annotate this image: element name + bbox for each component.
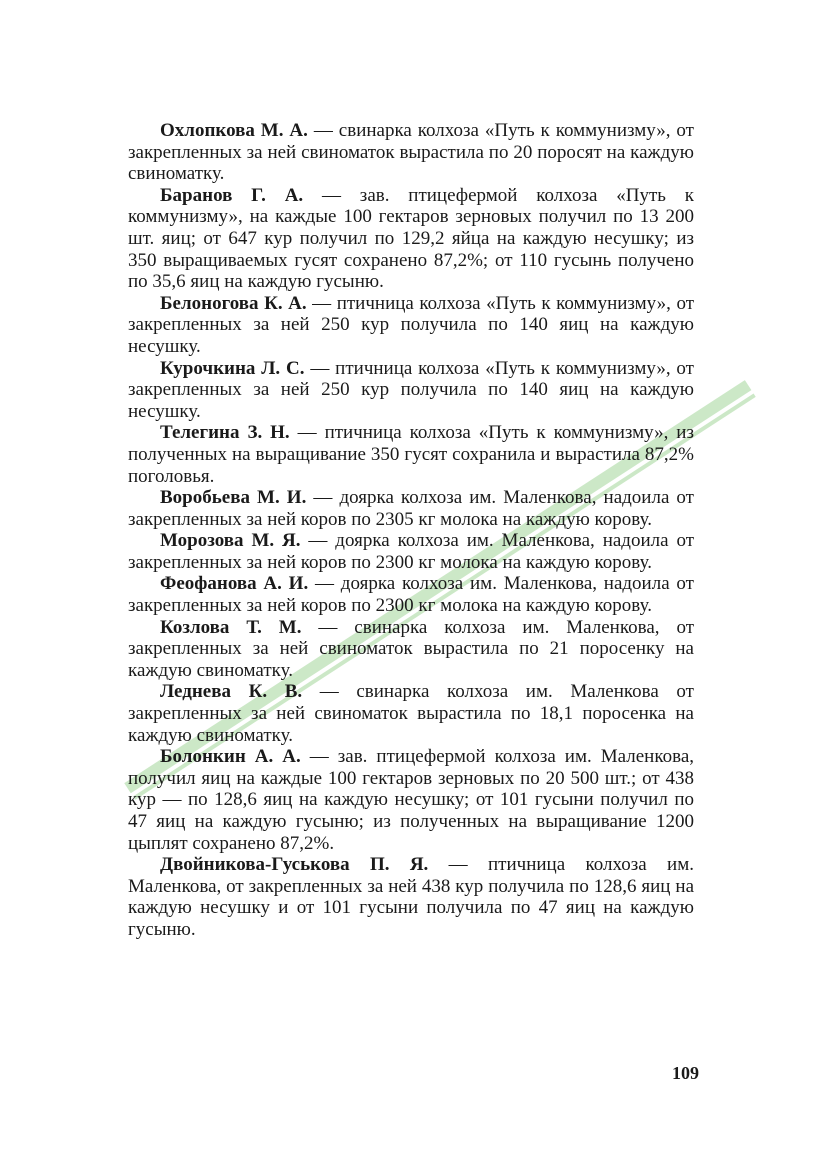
entry-bolonkin bbox=[128, 746, 694, 854]
entry-name: Воробьева М. И. bbox=[160, 487, 307, 509]
entry-okhlopkova bbox=[128, 120, 694, 185]
entry-name: Морозова М. Я. bbox=[160, 530, 301, 552]
text-body bbox=[128, 120, 694, 941]
entry-name: Баранов Г. А. bbox=[160, 184, 304, 206]
entry-name: Двойникова-Гуськова П. Я. bbox=[160, 854, 429, 876]
entry-text: — зав. птицефермой колхоза им. Маленкова, получил яиц на каждые 100 гектаров зерновых по 20 500 шт.; от 438 кур — по 128,6 яиц на каждую несушку; от 101 гусыни получил по 47 яиц на каждую гусыню; из полученных на выращивание 1200 цыплят сохранено 87,2%. bbox=[128, 746, 694, 854]
entry-ledneva bbox=[128, 681, 694, 746]
entry-text: — свинарка колхоза им. Маленкова от закрепленных за ней свиноматок вырастила по 18,1 поросенка на каждую свиноматку. bbox=[128, 681, 694, 746]
entry-text: — свинарка колхоза «Путь к коммунизму», от закрепленных за ней свиноматок вырастила по 20 поросят на каждую свиноматку. bbox=[128, 120, 694, 185]
entry-morozova bbox=[128, 530, 694, 573]
entry-kurochkina bbox=[128, 358, 694, 423]
entry-kozlova bbox=[128, 617, 694, 682]
entry-text: — доярка колхоза им. Маленкова, надоила от закрепленных за ней коров по 2300 кг молока на каждую корову. bbox=[128, 530, 694, 573]
entry-name: Телегина З. Н. bbox=[160, 422, 290, 444]
entry-name: Охлопкова М. А. bbox=[160, 120, 308, 141]
entry-name: Феофанова А. И. bbox=[160, 573, 309, 595]
entry-name: Белоногова К. А. bbox=[160, 292, 307, 314]
entry-name: Леднева К. В. bbox=[160, 681, 303, 703]
entry-text: — птичница колхоза «Путь к коммунизму», от закрепленных за ней 250 кур получила по 140 яиц на каждую несушку. bbox=[128, 292, 694, 357]
entry-feofanova bbox=[128, 573, 694, 616]
entry-name: Курочкина Л. С. bbox=[160, 357, 305, 379]
page-number: 109 bbox=[672, 1063, 699, 1083]
entry-name: Козлова Т. М. bbox=[160, 616, 302, 638]
entry-text: — птичница колхоза им. Маленкова, от закрепленных за ней 438 кур получила по 128,6 яиц на каждую несушку и от 101 гусыни получила по 47 яиц на каждую гусыню. bbox=[128, 854, 694, 940]
entry-text: — доярка колхоза им. Маленкова, надоила от закрепленных за ней коров по 2300 кг молока на каждую корову. bbox=[128, 573, 694, 617]
entry-belonogova bbox=[128, 293, 694, 358]
entry-text: — птичница колхоза «Путь к коммунизму», от закрепленных за ней 250 кур получила по 140 яиц на каждую несушку. bbox=[128, 357, 694, 422]
entry-text: — птичница колхоза «Путь к коммунизму», из полученных на выращивание 350 гусят сохранила и вырастила 87,2% поголовья. bbox=[128, 422, 694, 487]
entry-baranov bbox=[128, 185, 694, 293]
entry-text: — зав. птицефермой колхоза «Путь к коммунизму», на каждые 100 гектаров зерновых получил по 13 200 шт. яиц; от 647 кур получил по 129,2 яйца на каждую несушку; из 350 выращиваемых гусят сохранено 87,2%; от 110 гусынь получено по 35,6 яиц на каждую гусыню. bbox=[128, 184, 694, 293]
entry-dvoynikova-guskova bbox=[128, 854, 694, 940]
entry-name: Болонкин А. А. bbox=[160, 746, 301, 768]
entry-telegina bbox=[128, 422, 694, 487]
entry-vorobyeva bbox=[128, 487, 694, 530]
entry-text: — доярка колхоза им. Маленкова, надоила от закрепленных за ней коров по 2305 кг молока на каждую корову. bbox=[128, 487, 694, 530]
entry-text: — свинарка колхоза им. Маленкова, от закрепленных за ней свиноматок вырастила по 21 поросенку на каждую свиноматку. bbox=[128, 616, 694, 681]
